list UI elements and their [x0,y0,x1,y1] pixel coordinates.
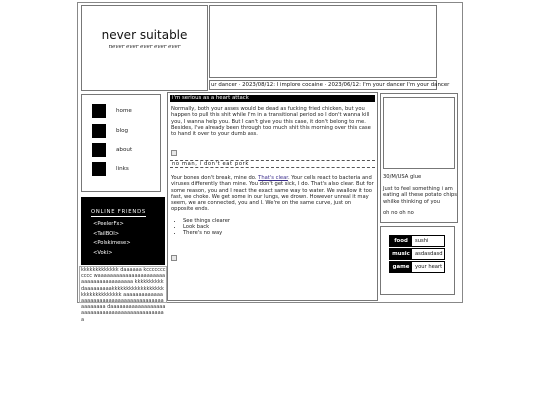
sidebar-nav [81,94,161,192]
blog-icon [92,124,106,138]
post-text: Your bones don't break, mine do. [171,175,259,181]
broken-image-icon [171,150,177,156]
nav-label: links [116,166,129,172]
list-item: • There's no way [183,230,374,236]
friend-link[interactable]: <Polskimese> [93,240,131,246]
friends-list [82,220,164,258]
profile-panel [380,93,458,223]
blog-main [167,92,378,301]
avatar [383,97,455,169]
marquee-text: ur dancer · 2023/08/12: I implore cocaine · 2023/06/12: I'm your dancer I'm your dancer [211,82,450,88]
home-icon [92,104,106,118]
nav-label: blog [116,128,129,134]
profile-info: 30/M/USA glue [383,174,422,180]
nav-item-home[interactable] [92,104,132,118]
banner-image [209,5,437,78]
post-link[interactable]: That's clear [258,175,288,181]
scroll-text-box[interactable] [79,266,167,323]
nav-item-links[interactable] [92,162,129,176]
scroll-text: kkkkkkkkkkkkk daaaaaa kccccccccccc waaaaaaaaaaaaaaaaaaaaaaaaaaaaaaaaaaaaaaa kkkkkkkkkk daaaaaaaaakkkkkkkkkkkkkkkkkkkkkkkkkkkkkkkk aaaaaaaaaaaaaaaaaaaaaaaaaaaaaaaaaaaaaaaaaaaaaaaa daaaaaaaaaaaaaaaaaaaaaaaaaaaaaaaaaaaaaaaaaaaaaa [81,267,166,323]
nav-item-about[interactable] [92,143,132,157]
profile-bio-2: oh no oh no [383,210,414,216]
online-friends-panel [81,197,165,265]
post-list [171,218,374,237]
like-value: asdasdasd [415,251,443,257]
links-icon [92,162,106,176]
like-value: your heart [415,264,443,270]
post-title: no man, i don't eat pork [170,160,375,168]
post-body [171,175,374,237]
site-header [81,5,208,91]
like-row [389,261,445,273]
list-item: • See things clearer [183,218,374,224]
likes-panel [380,226,455,295]
broken-image-icon [171,255,177,261]
like-key: game [390,262,412,272]
like-value: sushi [415,238,429,244]
like-key: music [390,249,412,259]
site-title: never suitable [101,28,188,42]
nav-label: home [116,108,132,114]
updates-marquee [209,80,450,90]
like-key: food [390,236,412,246]
post-title: i'm serious as a heart attack [170,95,375,102]
like-row [389,248,445,260]
friend-link[interactable]: <TailBOI> [93,230,120,237]
about-icon [92,143,106,157]
list-item: • Look back [183,224,374,230]
site-subtitle: never ever ever ever ever [108,44,181,50]
nav-label: about [116,147,133,153]
post-body: Normally, both your asses would be dead as fucking fried chicken, but you happen to pull this shit while I'm in a transitional period so I don't wanna kill you, I wanna help you. But I can't give you this case, it don't belong to me. Besides, I've already been through too much shit this morning over this case to hand it over to your dumb ass. [171,106,371,138]
nav-item-blog[interactable] [92,124,128,138]
post-text: . Your cells react to bacteria and viruses differently than mine. You don't get sick, I do. That's also clear. But for some reason, you and I react the exact same way to water. We swallow it too fast, we choke. We get some in our lungs, we drown. However unreal it may seem, we are connected, you and I. We're on the same curve, just on opposite ends. [171,175,374,213]
friends-title: ONLINE FRIENDS [91,209,146,215]
friend-link[interactable]: <Voki> [93,249,113,256]
friend-link[interactable]: <PeelerFx> [93,221,124,227]
profile-bio: Just to feel something i am eating all these potato chips whilke thinking of you [383,186,457,205]
like-row [389,235,445,247]
